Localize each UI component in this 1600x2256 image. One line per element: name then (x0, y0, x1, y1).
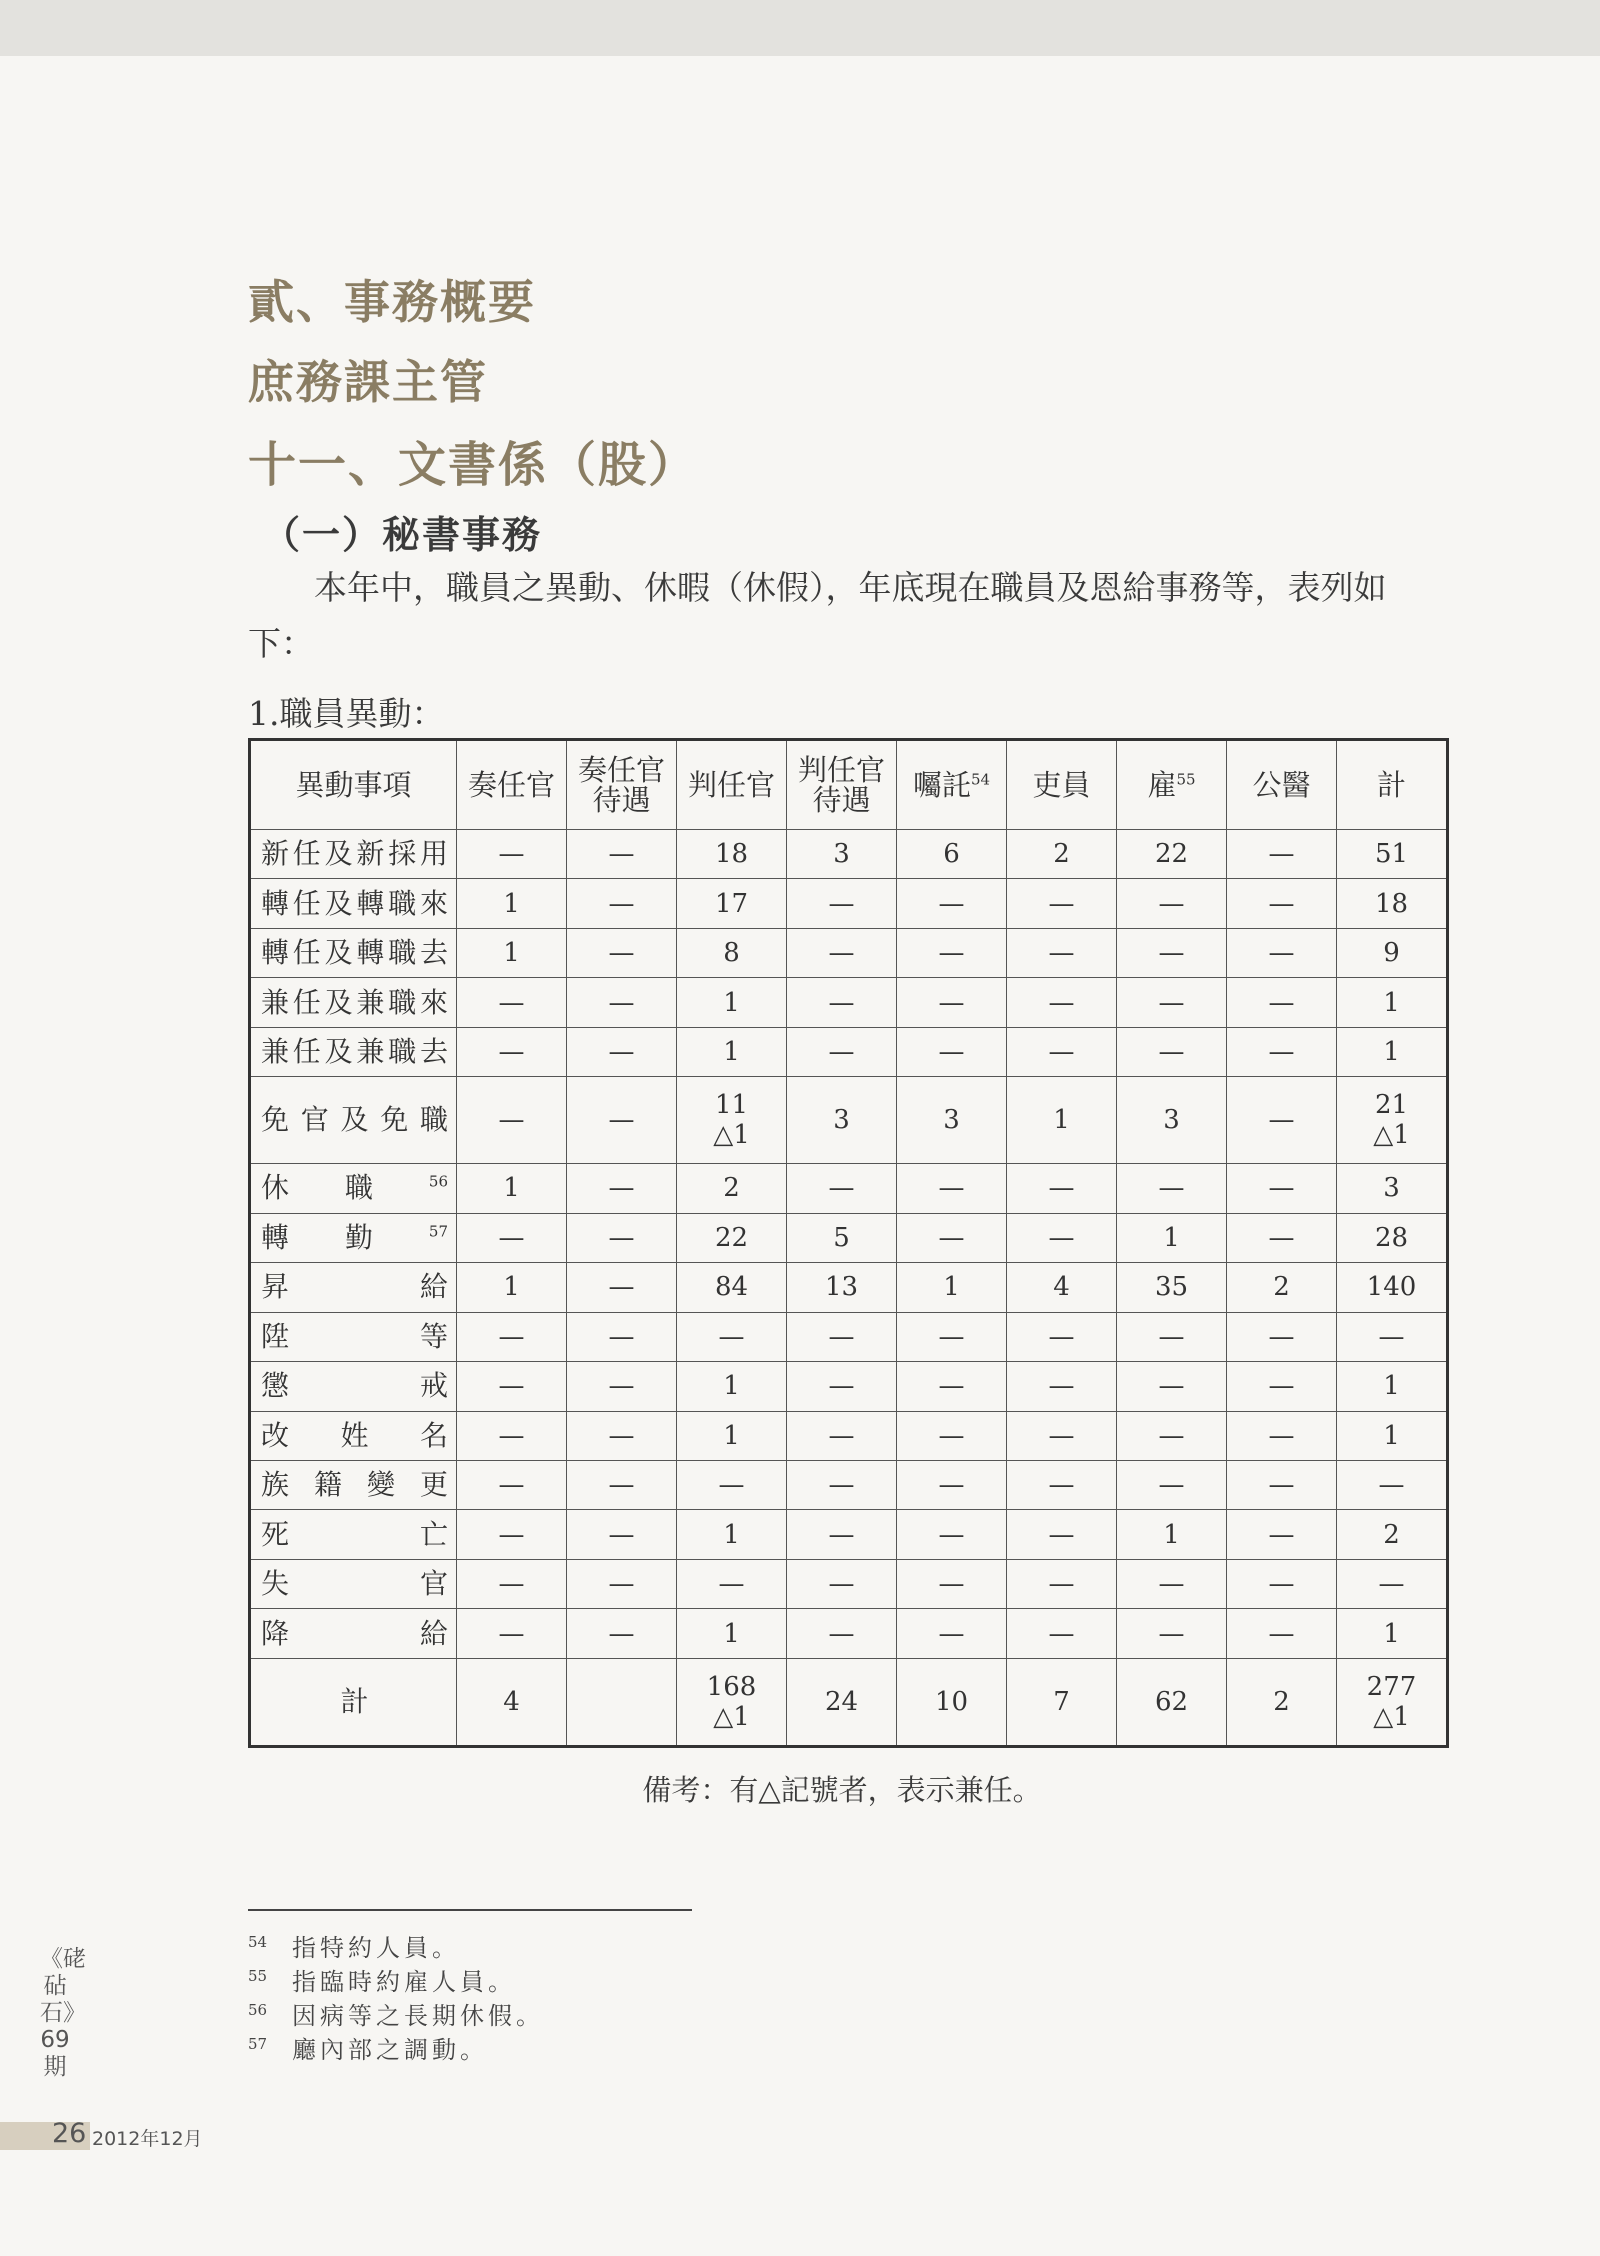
table-cell: — (1007, 1510, 1117, 1559)
table-row (250, 1559, 1448, 1608)
table-cell: — (567, 1559, 677, 1608)
table-row (250, 830, 1448, 879)
table-cell: — (897, 1213, 1007, 1262)
table-cell: — (1007, 1164, 1117, 1213)
table-cell: 277 △1 (1337, 1659, 1448, 1747)
table-cell: — (787, 1460, 897, 1509)
table-cell: 1 (1007, 1077, 1117, 1164)
table-cell: — (1007, 1312, 1117, 1361)
table-cell: — (787, 1510, 897, 1559)
table-cell: 2 (1337, 1510, 1448, 1559)
table-cell: 1 (1337, 1411, 1448, 1460)
table-cell: — (567, 1312, 677, 1361)
table-row (250, 928, 1448, 977)
header-col: 囑託$^{54}$ (897, 740, 1007, 830)
row-label: 懲戒 (250, 1362, 457, 1411)
table-cell: — (567, 830, 677, 879)
table-cell: — (897, 1312, 1007, 1361)
table-row (250, 1362, 1448, 1411)
table-cell: — (1117, 928, 1227, 977)
table-cell: — (1117, 1460, 1227, 1509)
table-row (250, 1263, 1448, 1312)
table-header-row (250, 740, 1448, 830)
issue-date: 2012年12月 (92, 2128, 203, 2150)
division-heading: 庶務課主管 (248, 355, 488, 409)
table-cell: — (457, 1027, 567, 1076)
row-label: 轉任及轉職來 (250, 879, 457, 928)
row-label: 死亡 (250, 1510, 457, 1559)
table-cell: — (787, 1559, 897, 1608)
table-row (250, 1510, 1448, 1559)
table-cell: — (897, 1027, 1007, 1076)
row-label: 失官 (250, 1559, 457, 1608)
table-cell: 18 (677, 830, 787, 879)
table-cell: — (1007, 1362, 1117, 1411)
table-cell: — (1007, 1460, 1117, 1509)
table-cell: 1 (457, 1263, 567, 1312)
table-cell: — (787, 1362, 897, 1411)
table-cell: — (457, 1077, 567, 1164)
table-cell: — (1117, 1559, 1227, 1608)
table-cell: — (787, 1312, 897, 1361)
header-col: 公醫 (1227, 740, 1337, 830)
header-col: 奏任官 待遇 (567, 740, 677, 830)
table-cell: — (567, 1164, 677, 1213)
table-cell: — (1227, 1362, 1337, 1411)
row-label: 新任及新採用 (250, 830, 457, 879)
table-cell: — (787, 928, 897, 977)
table-cell: — (1007, 978, 1117, 1027)
staff-changes-table (248, 738, 1449, 1748)
table-cell: — (677, 1460, 787, 1509)
table-cell: 1 (897, 1263, 1007, 1312)
table-cell: 2 (677, 1164, 787, 1213)
table-cell: — (567, 1510, 677, 1559)
table-cell: 140 (1337, 1263, 1448, 1312)
table-cell: 35 (1117, 1263, 1227, 1312)
subsection-heading: （一）秘書事務 (262, 513, 543, 557)
table-cell: — (1117, 978, 1227, 1027)
table-cell: 168 △1 (677, 1659, 787, 1747)
table-cell: 2 (1007, 830, 1117, 879)
footnote: 55 指臨時約雇人員。 (248, 1967, 516, 1996)
footnote: 56 因病等之長期休假。 (248, 2001, 544, 2030)
table-cell: — (567, 1362, 677, 1411)
unit-heading: 十一、文書係（股） (248, 437, 699, 493)
table-cell: — (897, 928, 1007, 977)
table-cell: — (787, 1027, 897, 1076)
table-cell: — (897, 978, 1007, 1027)
table-cell: 1 (1337, 978, 1448, 1027)
footnote-ref: 56 (428, 1173, 448, 1192)
table-cell: — (787, 879, 897, 928)
table-cell: — (457, 830, 567, 879)
table-cell: — (1337, 1559, 1448, 1608)
table-cell: 18 (1337, 879, 1448, 928)
table-cell: — (1007, 1559, 1117, 1608)
footnote-ref: 55 (1176, 770, 1196, 789)
table-cell: 1 (457, 928, 567, 977)
table-cell: — (897, 1510, 1007, 1559)
row-label: 昇給 (250, 1263, 457, 1312)
table-cell: 22 (1117, 830, 1227, 879)
table-cell: — (1227, 1559, 1337, 1608)
table-cell: 4 (457, 1659, 567, 1747)
page-number: 26 (52, 2118, 87, 2149)
table-cell: — (457, 1559, 567, 1608)
table-cell: 2 (1227, 1659, 1337, 1747)
table-cell: 1 (677, 1027, 787, 1076)
table-total-row (250, 1659, 1448, 1747)
table-cell: — (1007, 1411, 1117, 1460)
table-cell: — (1007, 1213, 1117, 1262)
header-col: 判任官 (677, 740, 787, 830)
header-col: 吏員 (1007, 740, 1117, 830)
table-cell: 4 (1007, 1263, 1117, 1312)
table-cell: — (1117, 1027, 1227, 1076)
table-cell: — (567, 1460, 677, 1509)
table-cell: — (1227, 1027, 1337, 1076)
table-cell (567, 1659, 677, 1747)
table-cell: — (567, 978, 677, 1027)
table-cell: — (897, 1609, 1007, 1659)
table-cell: 84 (677, 1263, 787, 1312)
row-label: 計 (250, 1659, 457, 1747)
table-cell: — (1007, 1609, 1117, 1659)
table-row (250, 1027, 1448, 1076)
table-cell: 6 (897, 830, 1007, 879)
table-cell: — (457, 1312, 567, 1361)
table-cell: — (567, 1077, 677, 1164)
table-cell: — (677, 1559, 787, 1608)
table-cell: — (1007, 1027, 1117, 1076)
table-cell: — (1117, 1312, 1227, 1361)
table-cell: — (567, 1411, 677, 1460)
table-cell: 5 (787, 1213, 897, 1262)
table-cell: 13 (787, 1263, 897, 1312)
journal-title: 《硓砧石》69期 (40, 1946, 86, 2080)
table-cell: — (457, 1609, 567, 1659)
table-row (250, 1164, 1448, 1213)
table-row (250, 978, 1448, 1027)
table-cell: 1 (1117, 1213, 1227, 1262)
table-cell: 51 (1337, 830, 1448, 879)
row-label: 改姓名 (250, 1411, 457, 1460)
row-label: 轉任及轉職去 (250, 928, 457, 977)
list-title: 1.職員異動： (248, 694, 445, 733)
row-label: 兼任及兼職去 (250, 1027, 457, 1076)
table-cell: 2 (1227, 1263, 1337, 1312)
table-row (250, 1077, 1448, 1164)
row-label: 兼任及兼職來 (250, 978, 457, 1027)
table-row (250, 1460, 1448, 1509)
table-cell: — (1227, 1411, 1337, 1460)
table-cell: 1 (677, 978, 787, 1027)
table-cell: — (1337, 1312, 1448, 1361)
table-cell: 10 (897, 1659, 1007, 1747)
table-cell: — (897, 1164, 1007, 1213)
table-cell: — (1227, 928, 1337, 977)
intro-paragraph: 本年中，職員之異動、休暇（休假），年底現在職員及恩給事務等，表列如下： (248, 568, 1387, 663)
table-cell: 3 (787, 830, 897, 879)
table-cell: — (787, 978, 897, 1027)
table-cell: 9 (1337, 928, 1448, 977)
table-cell: 28 (1337, 1213, 1448, 1262)
footnote-ref: 57 (428, 1222, 448, 1241)
table-row (250, 879, 1448, 928)
table-cell: — (1227, 978, 1337, 1027)
table-cell: — (1117, 1609, 1227, 1659)
table-cell: 8 (677, 928, 787, 977)
table-cell: 1 (677, 1510, 787, 1559)
table-cell: 22 (677, 1213, 787, 1262)
table-cell: 11 △1 (677, 1077, 787, 1164)
table-cell: — (1227, 1164, 1337, 1213)
table-cell: 1 (1337, 1362, 1448, 1411)
table-cell: — (567, 1263, 677, 1312)
table-cell: 3 (1117, 1077, 1227, 1164)
table-cell: — (677, 1312, 787, 1361)
table-row (250, 1609, 1448, 1659)
table-cell: — (1227, 1077, 1337, 1164)
table-cell: — (1227, 1213, 1337, 1262)
table-cell: — (567, 1213, 677, 1262)
row-label: 轉勤$^{57}$ (250, 1213, 457, 1262)
table-cell: — (457, 1213, 567, 1262)
table-row (250, 1213, 1448, 1262)
table-cell: 17 (677, 879, 787, 928)
row-label: 陞等 (250, 1312, 457, 1361)
table-cell: — (1117, 1362, 1227, 1411)
table-cell: — (1007, 928, 1117, 977)
table-cell: — (1227, 1312, 1337, 1361)
table-cell: — (457, 978, 567, 1027)
table-row (250, 1411, 1448, 1460)
table-cell: — (1117, 1411, 1227, 1460)
table-cell: 1 (677, 1609, 787, 1659)
table-cell: 1 (677, 1411, 787, 1460)
table-cell: 62 (1117, 1659, 1227, 1747)
table-cell: 24 (787, 1659, 897, 1747)
table-cell: 3 (1337, 1164, 1448, 1213)
table-row (250, 1312, 1448, 1361)
footnote: 57 廳內部之調動。 (248, 2035, 488, 2064)
table-cell: — (897, 1559, 1007, 1608)
table-cell: — (1227, 830, 1337, 879)
table-cell: 1 (677, 1362, 787, 1411)
table-cell: 7 (1007, 1659, 1117, 1747)
table-cell: — (897, 879, 1007, 928)
table-cell: 1 (1117, 1510, 1227, 1559)
header-item: 異動事項 (250, 740, 457, 830)
table-cell: — (1227, 1460, 1337, 1509)
table-cell: — (787, 1411, 897, 1460)
table-cell: 3 (897, 1077, 1007, 1164)
table-cell: — (1227, 879, 1337, 928)
table-cell: — (897, 1411, 1007, 1460)
table-cell: — (1117, 1164, 1227, 1213)
table-cell: — (567, 1609, 677, 1659)
table-cell: — (567, 879, 677, 928)
table-cell: — (1337, 1460, 1448, 1509)
table-cell: — (897, 1362, 1007, 1411)
footnote: 54 指特約人員。 (248, 1933, 460, 1962)
table-cell: — (457, 1362, 567, 1411)
table-cell: — (787, 1609, 897, 1659)
table-cell: — (567, 928, 677, 977)
table-cell: — (567, 1027, 677, 1076)
table-note: 備考：有△記號者，表示兼任。 (642, 1773, 1042, 1807)
table-cell: — (1227, 1609, 1337, 1659)
section-heading: 貳、事務概要 (248, 275, 536, 329)
header-col: 計 (1337, 740, 1448, 830)
table-cell: 1 (457, 879, 567, 928)
row-label: 族籍變更 (250, 1460, 457, 1509)
table-cell: — (457, 1460, 567, 1509)
header-col: 判任官 待遇 (787, 740, 897, 830)
table-cell: — (457, 1411, 567, 1460)
header-col: 雇$^{55}$ (1117, 740, 1227, 830)
table-cell: — (1117, 879, 1227, 928)
table-cell: — (457, 1510, 567, 1559)
footnote-divider (248, 1909, 692, 1911)
row-label: 降給 (250, 1609, 457, 1659)
table-cell: 21 △1 (1337, 1077, 1448, 1164)
header-col: 奏任官 (457, 740, 567, 830)
footnote-ref: 54 (970, 770, 991, 789)
row-label: 免官及免職 (250, 1077, 457, 1164)
table-cell: — (1227, 1510, 1337, 1559)
table-cell: — (1007, 879, 1117, 928)
table-cell: — (787, 1164, 897, 1213)
table-cell: 1 (457, 1164, 567, 1213)
table-cell: 1 (1337, 1609, 1448, 1659)
scan-top-strip (0, 0, 1600, 56)
table-cell: 3 (787, 1077, 897, 1164)
row-label: 休職$^{56}$ (250, 1164, 457, 1213)
table-cell: — (897, 1460, 1007, 1509)
table-cell: 1 (1337, 1027, 1448, 1076)
